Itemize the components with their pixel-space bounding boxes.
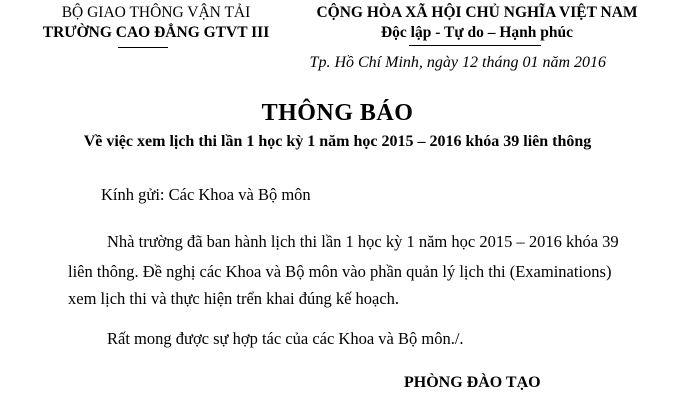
document-subtitle: Về việc xem lịch thi lần 1 học kỳ 1 năm học 2015 – 2016 khóa 39 liên thông bbox=[83, 133, 592, 150]
recipient-greeting: Kính gửi: Các Khoa và Bộ môn bbox=[101, 185, 311, 204]
body-line-1: Nhà trường đã ban hành lịch thi lần 1 học kỳ 1 năm học 2015 – 2016 khóa 39 bbox=[107, 232, 619, 251]
closing-line: Rất mong được sự hợp tác của các Khoa và Bộ môn./. bbox=[107, 329, 464, 348]
nation-name: CỘNG HÒA XÃ HỘI CHỦ NGHĨA VIỆT NAM bbox=[316, 4, 638, 21]
national-motto: Độc lập - Tự do – Hạnh phúc bbox=[380, 24, 574, 41]
body-line-3: xem lịch thi và thực hiện trển khai đúng kế hoạch. bbox=[68, 289, 400, 308]
signature-department: PHÒNG ĐÀO TẠO bbox=[404, 374, 541, 391]
left-header-divider bbox=[118, 47, 168, 48]
body-line-2: liên thông. Đề nghị các Khoa và Bộ môn vào phần quản lý lịch thi (Examinations) bbox=[68, 262, 612, 281]
issue-date-line: Tp. Hồ Chí Minh, ngày 12 tháng 01 năm 2016 bbox=[309, 54, 606, 71]
school-name: TRƯỜNG CAO ĐẲNG GTVT III bbox=[42, 24, 270, 41]
ministry-name: BỘ GIAO THÔNG VẬN TẢI bbox=[61, 4, 251, 21]
right-header-divider bbox=[409, 45, 541, 46]
document-title: THÔNG BÁO bbox=[261, 100, 414, 126]
